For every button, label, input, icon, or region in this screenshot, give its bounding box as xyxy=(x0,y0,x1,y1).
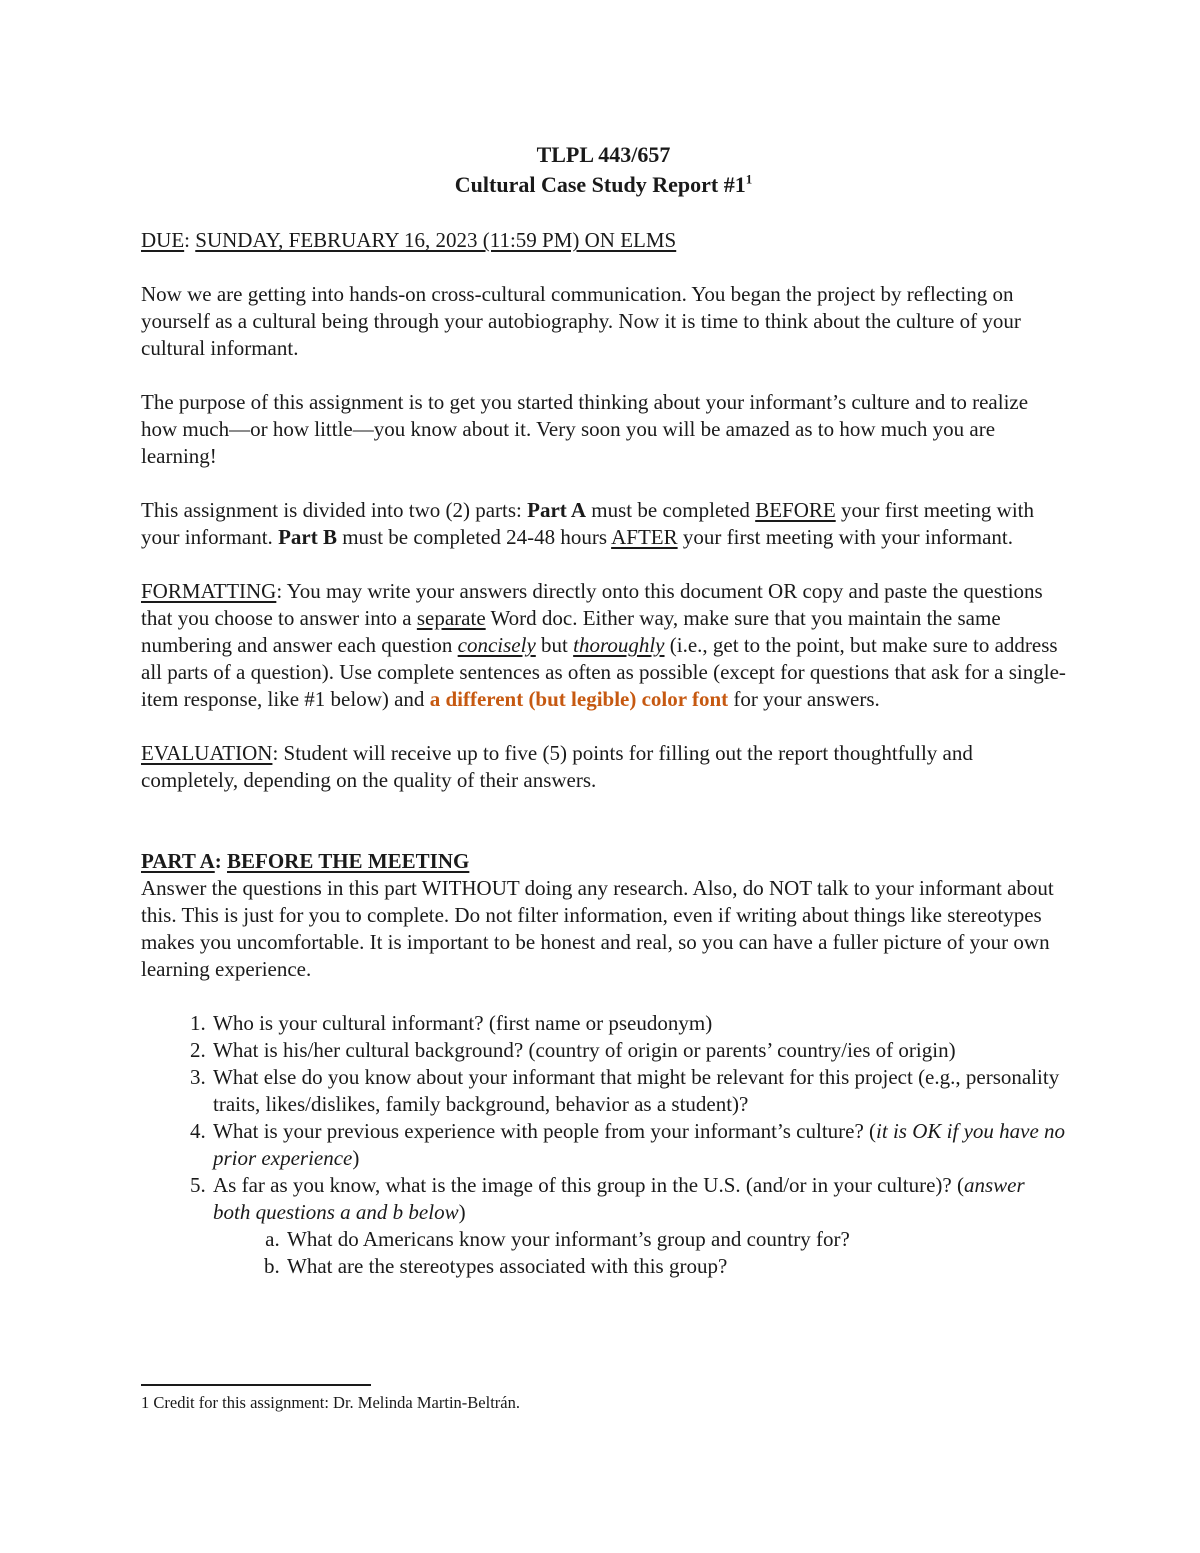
part-a-intro: Answer the questions in this part WITHOUT doing any research. Also, do NOT talk to your informant about this. This is just for you to complete. Do not filter information, even if writing about things like stereotypes makes you uncomfortable. It is important to be honest and real, so you can have a fuller picture of your own learning experience. xyxy=(141,876,1054,981)
question-5a: a. What do Americans know your informant’s group and country for? xyxy=(285,1226,1066,1253)
part-a-ref: Part A xyxy=(527,498,587,522)
question-1: 1. Who is your cultural informant? (first name or pseudonym) xyxy=(211,1010,1066,1037)
intro-paragraph-3: This assignment is divided into two (2) parts: Part A must be completed BEFORE your first meeting with your informant. Part B must be completed 24-48 hours AFTER your first meeting with your informant. xyxy=(141,498,1035,549)
part-a-heading: PART A: BEFORE THE MEETING xyxy=(141,849,470,873)
footnote: 1 Credit for this assignment: Dr. Melinda Martin-Beltrán. xyxy=(141,1393,520,1412)
due-date: SUNDAY, FEBRUARY 16, 2023 (11:59 PM) ON ELMS xyxy=(195,228,677,252)
question-5-sublist xyxy=(213,1226,1066,1280)
formatting-paragraph: FORMATTING: You may write your answers directly onto this document OR copy and paste the questions that you choose to answer into a separate Word doc. Either way, make sure that you maintain the same numbering and answer each question concisely but thoroughly (i.e., get to the point, but make sure to address all parts of a question). Use complete sentences as often as possible (except for questions that ask for a single-item response, like #1 below) and a different (but legible) color font for your answers. xyxy=(141,579,1066,711)
intro-paragraph-1: Now we are getting into hands-on cross-cultural communication. You began the project by reflecting on yourself as a cultural being through your autobiography. Now it is time to think about the culture of your cultural informant. xyxy=(141,282,1021,360)
evaluation-paragraph: EVALUATION: Student will receive up to five (5) points for filling out the report thoughtfully and completely, depending on the quality of their answers. xyxy=(141,741,973,792)
course-code: TLPL 443/657 xyxy=(536,142,671,167)
title-footnote-mark: 1 xyxy=(745,171,753,187)
question-4: 4. What is your previous experience with people from your informant’s culture? (it is OK if you have no prior experience) xyxy=(211,1118,1066,1172)
intro-paragraph-2: The purpose of this assignment is to get you started thinking about your informant’s culture and to realize how much—or how little—you know about it. Very soon you will be amazed as to how much you are learning! xyxy=(141,390,1029,468)
question-list xyxy=(141,1010,1066,1280)
part-a-title: BEFORE THE MEETING xyxy=(227,849,470,873)
color-font-highlight: a different (but legible) color font xyxy=(429,687,729,711)
question-5: 5. As far as you know, what is the image of this group in the U.S. (and/or in your culture)? (answer both questions a and b below) a. What do Americans know your informant’s group and country for? b. What are the stereotypes associated with this group? xyxy=(211,1172,1066,1280)
separate-word: separate xyxy=(416,606,486,630)
due-label: DUE xyxy=(141,228,185,252)
document-body xyxy=(141,140,1066,1280)
due-line: DUE: SUNDAY, FEBRUARY 16, 2023 (11:59 PM) ON ELMS xyxy=(141,228,677,252)
after-ref: AFTER xyxy=(611,525,678,549)
document-title xyxy=(141,170,1066,200)
before-ref: BEFORE xyxy=(755,498,836,522)
formatting-label: FORMATTING xyxy=(141,579,277,603)
title-text: Cultural Case Study Report #1 xyxy=(454,172,746,197)
question-3: 3. What else do you know about your informant that might be relevant for this project (e.g., personality traits, likes/dislikes, family background, behavior as a student)? xyxy=(211,1064,1066,1118)
evaluation-label: EVALUATION xyxy=(141,741,273,765)
part-a-label: PART A xyxy=(141,849,215,873)
footnote-separator xyxy=(141,1384,371,1386)
question-2: 2. What is his/her cultural background? (country of origin or parents’ country/ies of origin) xyxy=(211,1037,1066,1064)
part-b-ref: Part B xyxy=(278,525,337,549)
concisely-word: concisely xyxy=(457,633,536,657)
question-5b: b. What are the stereotypes associated with this group? xyxy=(285,1253,1066,1280)
thoroughly-word: thoroughly xyxy=(573,633,665,657)
